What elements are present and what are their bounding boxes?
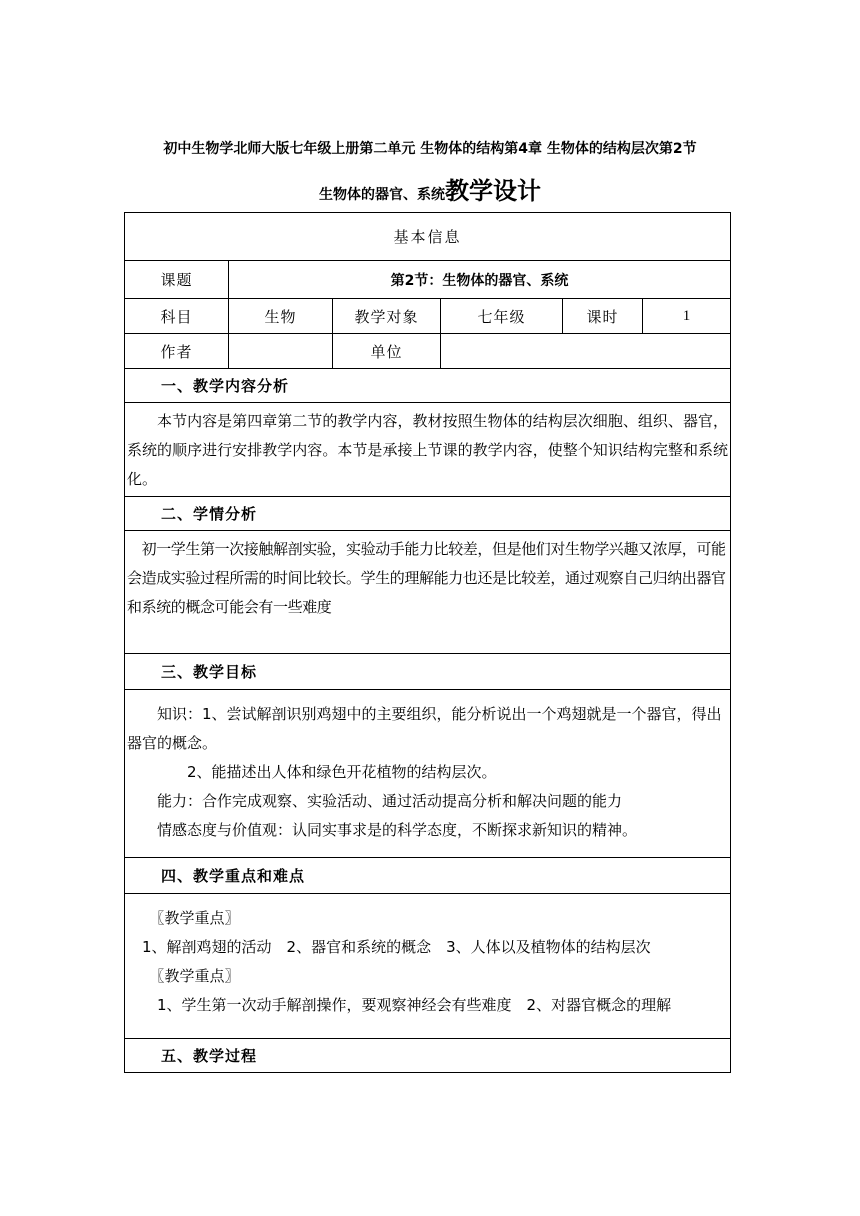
- key-points-list: 1、解剖鸡翅的活动 2、器官和系统的概念 3、人体以及植物体的结构层次: [127, 938, 651, 956]
- difficulty-list: 1、学生第一次动手解剖操作，要观察神经会有些难度 2、对器官概念的理解: [127, 996, 672, 1014]
- audience-label: 教学对象: [333, 299, 441, 334]
- author-value: [229, 334, 333, 369]
- unit-value: [441, 334, 731, 369]
- student-analysis-heading: 二、学情分析: [125, 497, 731, 531]
- objectives-content: [125, 690, 731, 858]
- key-points-content: [125, 894, 731, 1039]
- unit-label: 单位: [333, 334, 441, 369]
- content-analysis-text: 本节内容是第四章第二节的教学内容，教材按照生物体的结构层次细胞、组织、器官，系统的顺序进行安排教学内容。本节是承接上节课的教学内容，使整个知识结构完整和系统化。: [125, 403, 731, 497]
- objectives-heading: 三、教学目标: [125, 654, 731, 690]
- lesson-plan-table: [124, 212, 731, 1073]
- objective-attitude: 情感态度与价值观：认同实事求是的科学态度，不断探求新知识的精神。: [127, 821, 638, 839]
- hours-label: 课时: [563, 299, 643, 334]
- subject-label: 科目: [125, 299, 229, 334]
- key-points-heading: 四、教学重点和难点: [125, 858, 731, 894]
- topic-label: 课题: [125, 261, 229, 299]
- objective-knowledge-2: 2、能描述出人体和绿色开花植物的结构层次。: [127, 763, 497, 781]
- basic-info-heading: 基本信息: [125, 213, 731, 261]
- student-analysis-text: 初一学生第一次接触解剖实验，实验动手能力比较差，但是他们对生物学兴趣又浓厚，可能会造成实验过程所需的时间比较长。学生的理解能力也还是比较差，通过观察自己归纳出器官和系统的概念可能会有一些难度: [125, 531, 731, 654]
- hours-value: 1: [643, 299, 731, 334]
- objective-ability: 能力：合作完成观察、实验活动、通过活动提高分析和解决问题的能力: [127, 792, 623, 810]
- author-label: 作者: [125, 334, 229, 369]
- audience-value: 七年级: [441, 299, 563, 334]
- process-heading: 五、教学过程: [125, 1039, 731, 1073]
- topic-value: 第2节：生物体的器官、系统: [229, 261, 731, 299]
- document-title-design: 教学设计: [445, 177, 541, 205]
- document-title-line2: [0, 174, 860, 212]
- subject-value: 生物: [229, 299, 333, 334]
- key-points-label: 〖教学重点〗: [127, 909, 240, 927]
- content-analysis-heading: 一、教学内容分析: [125, 369, 731, 403]
- document-title-lesson: 生物体的器官、系统: [319, 187, 445, 203]
- document-title-line1: 初中生物学北师大版七年级上册第二单元 生物体的结构第4章 生物体的结构层次第2节: [163, 141, 697, 157]
- difficulty-label: 〖教学重点〗: [127, 967, 240, 985]
- objective-knowledge-1: 知识：1、尝试解剖识别鸡翅中的主要组织，能分析说出一个鸡翅就是一个器官，得出器官的概念。: [127, 705, 722, 752]
